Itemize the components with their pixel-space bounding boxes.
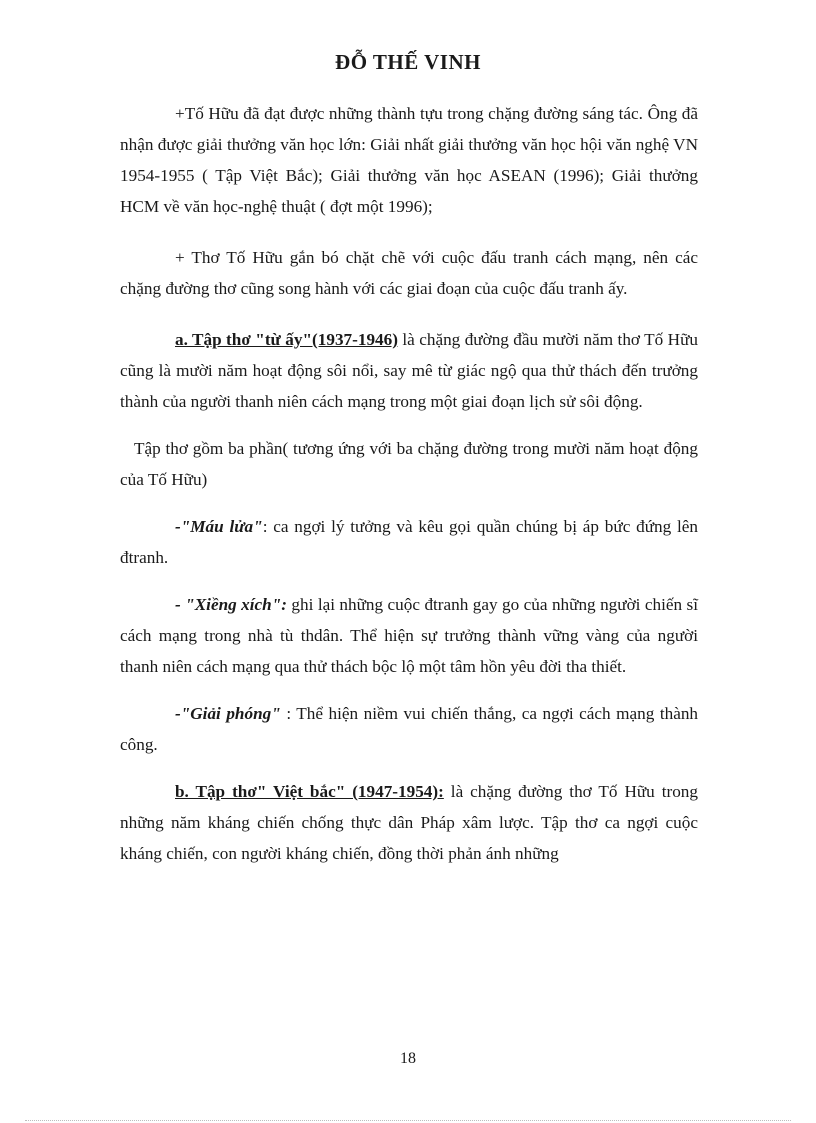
- part-text-mau-lua: : ca ngợi lý tưởng và kêu gọi quần chúng bị áp bức đứng lên đtranh.: [120, 517, 698, 567]
- paragraph-viet-bac-text: là chặng đường thơ Tố Hữu trong những năm kháng chiến chống thực dân Pháp xâm lược. Tập thơ ca ngợi cuộc kháng chiến, con người kháng chiến, đồng thời phản ánh những: [120, 782, 698, 863]
- part-label-mau-lua: -"Máu lửa": [175, 517, 263, 536]
- section-heading-viet-bac: b. Tập thơ" Việt bắc" (1947-1954):: [175, 782, 444, 801]
- section-heading-tu-ay: a. Tập thơ "từ ấy"(1937-1946): [175, 330, 398, 349]
- paragraph-tu-ay: [120, 324, 698, 417]
- part-label-giai-phong: -"Giải phóng": [175, 704, 281, 723]
- page-number: 18: [400, 1050, 416, 1067]
- page-bottom-divider: [25, 1120, 791, 1121]
- paragraph-tu-ay-text: là chặng đường đầu mười năm thơ Tố Hữu cũng là mười năm hoạt động sôi nổi, say mê từ giác ngộ qua thử thách đến trưởng thành của người thanh niên cách mạng trong một giai đoạn lịch sử sôi động.: [120, 330, 698, 411]
- part-label-xieng-xich: - "Xiềng xích":: [175, 595, 287, 614]
- paragraph-three-parts: Tập thơ gồm ba phần( tương ứng với ba chặng đường trong mười năm hoạt động của Tố Hữu): [120, 439, 698, 489]
- part-text-giai-phong: : Thể hiện niềm vui chiến thắng, ca ngợi cách mạng thành công.: [120, 704, 699, 754]
- paragraph-achievements: +Tố Hữu đã đạt được những thành tựu trong chặng đường sáng tác. Ông đã nhận được giải thưởng văn học lớn: Giải nhất giải thưởng văn học hội văn nghệ VN 1954-1955 ( Tập Việt Bắc); Giải thưởng văn học ASEAN (1996); Giải thưởng HCM về văn học-nghệ thuật ( đợt một 1996);: [120, 104, 698, 216]
- paragraph-giai-phong: [120, 698, 698, 760]
- page-header-title: ĐỖ THẾ VINH: [335, 50, 481, 74]
- paragraph-revolution-link: + Thơ Tố Hữu gắn bó chặt chẽ với cuộc đấu tranh cách mạng, nên các chặng đường thơ cũng song hành với các giai đoạn của cuộc đấu tranh ấy.: [120, 248, 698, 298]
- paragraph-xieng-xich: [120, 589, 698, 682]
- paragraph-mau-lua: [120, 511, 698, 573]
- body-content: [120, 98, 698, 869]
- paragraph-viet-bac: [120, 776, 698, 869]
- part-text-xieng-xich: ghi lại những cuộc đtranh gay go của những người chiến sĩ cách mạng trong nhà tù thdân. Thể hiện sự trưởng thành vững vàng của người thanh niên cách mạng qua thử thách bộc lộ một tâm hồn yêu đời tha thiết.: [120, 595, 698, 676]
